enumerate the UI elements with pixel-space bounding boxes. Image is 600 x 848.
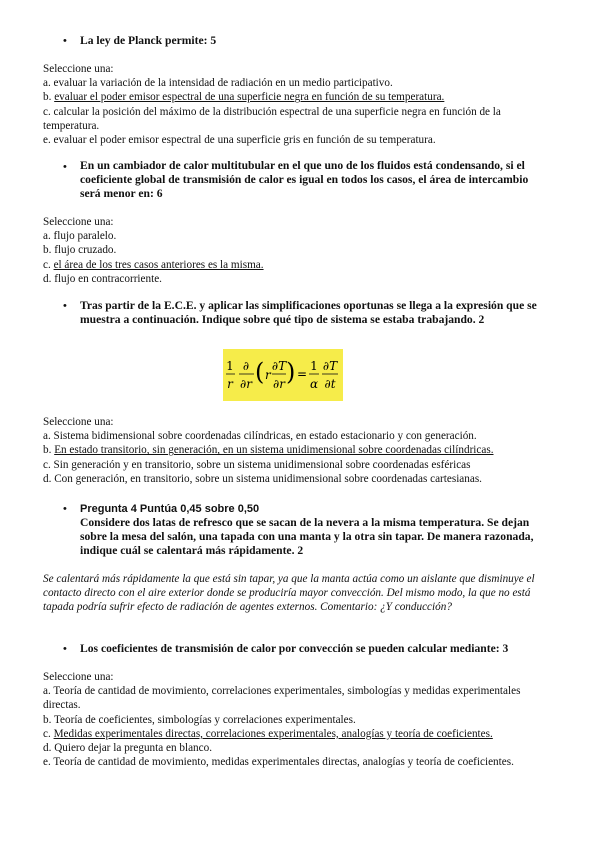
option-c-text: Medidas experimentales directas, correlaciones experimentales, analogías y teoría de coeficientes. xyxy=(53,727,493,740)
bullet: • xyxy=(63,503,67,515)
option-b-letter: b. xyxy=(43,444,55,457)
formula-dr-2: ∂r xyxy=(273,377,285,391)
option-b[interactable] xyxy=(43,90,553,104)
option-e[interactable]: e. evaluar el poder emisor espectral de una superficie gris en función de su temperatura. xyxy=(43,134,436,147)
option-a[interactable]: a. Teoría de cantidad de movimiento, correlaciones experimentales, simbologías y medidas experimentales directas. xyxy=(43,685,521,712)
option-c-letter: c. xyxy=(43,727,54,740)
question-3-options xyxy=(43,415,553,486)
question-5-options xyxy=(43,670,553,769)
bullet: • xyxy=(63,300,67,312)
option-c[interactable]: c. calcular la posición del máximo de la distribución espectral de una superficie negra en función de la temperatura. xyxy=(43,105,501,132)
prompt: Seleccione una: xyxy=(43,416,114,428)
formula-dt: ∂t xyxy=(324,377,336,391)
option-c[interactable]: c. Sin generación y en transitorio, sobre un sistema unidimensional sobre coordenadas esféricas xyxy=(43,458,471,471)
option-c[interactable] xyxy=(43,727,553,741)
question-2-options xyxy=(43,215,553,286)
question-4 xyxy=(80,502,550,558)
prompt: Seleccione una: xyxy=(43,63,114,75)
question-1-title: La ley de Planck permite: 5 xyxy=(80,34,217,47)
prompt: Seleccione una: xyxy=(43,671,114,683)
option-c-letter: c. xyxy=(43,258,54,271)
prompt: Seleccione una: xyxy=(43,216,114,228)
option-b-text: evaluar el poder emisor espectral de una superficie negra en función de su temperatura. xyxy=(54,91,445,104)
option-a[interactable]: a. flujo paralelo. xyxy=(43,230,117,243)
question-4-answer: Se calentará más rápidamente la que está sin tapar, ya que la manta actúa como un aislante que disminuye el contacto directo con el aire exterior donde se produciría mayor convección. Del mismo modo, la que no está tapada podría sufrir efecto de radiación de agentes externos. Comentario: ¿Y conducción? xyxy=(43,573,535,614)
option-d[interactable]: d. flujo en contracorriente. xyxy=(43,272,162,285)
formula-one-2: 1 xyxy=(310,359,318,373)
formula-partial: ∂ xyxy=(242,359,250,373)
formula-alpha: α xyxy=(309,377,319,391)
question-4-header: Pregunta 4 Puntúa 0,45 sobre 0,50 xyxy=(80,503,260,515)
option-b[interactable] xyxy=(43,443,553,457)
option-c-text: el área de los tres casos anteriores es la misma. xyxy=(53,258,264,271)
option-c[interactable] xyxy=(43,258,553,272)
formula-dr: ∂r xyxy=(240,377,252,391)
formula-r: r xyxy=(227,377,233,391)
option-a[interactable]: a. evaluar la variación de la intensidad de radiación en un medio participativo. xyxy=(43,77,393,90)
formula-equals: = xyxy=(296,367,308,381)
option-a[interactable]: a. Sistema bidimensional sobre coordenadas cilíndricas, en estado estacionario y con generación. xyxy=(43,430,477,443)
question-2-title: En un cambiador de calor multitubular en el que uno de los fluidos está condensando, si el coeficiente global de transmisión de calor es igual en todos los casos, el área de intercambio será menor en: 6 xyxy=(80,159,529,200)
formula-dT: ∂T xyxy=(271,359,287,373)
formula-r-inner: r xyxy=(265,368,271,382)
formula-dT-2: ∂T xyxy=(322,359,338,373)
question-4-title: Considere dos latas de refresco que se sacan de la nevera a la misma temperatura. Se dejan sobre la mesa del salón, una tapada con una manta y la otra sin tapar. De manera razonada, indique cuál se calentará más rápidamente. 2 xyxy=(80,516,534,557)
option-b[interactable]: b. flujo cruzado. xyxy=(43,244,117,257)
bullet: • xyxy=(63,643,67,655)
formula-heat-equation xyxy=(223,349,343,401)
option-b-text: En estado transitorio, sin generación, en un sistema unidimensional sobre coordenadas cilíndricas. xyxy=(54,444,494,457)
option-e[interactable]: e. Teoría de cantidad de movimiento, medidas experimentales directas, analogías y teoría de coeficientes. xyxy=(43,756,514,769)
formula-svg xyxy=(223,349,343,401)
option-d[interactable]: d. Con generación, en transitorio, sobre un sistema unidimensional sobre coordenadas cartesianas. xyxy=(43,472,482,485)
bullet: • xyxy=(63,161,67,173)
formula-lparen: ( xyxy=(255,358,265,386)
bullet: • xyxy=(63,35,67,47)
formula-rparen: ) xyxy=(286,358,296,386)
question-1-options xyxy=(43,62,553,147)
question-5-title: Los coeficientes de transmisión de calor por convección se pueden calcular mediante: 3 xyxy=(80,642,509,655)
option-b-letter: b. xyxy=(43,91,55,104)
question-3-title: Tras partir de la E.C.E. y aplicar las simplificaciones oportunas se llega a la expresión que se muestra a continuación. Indique sobre qué tipo de sistema se estaba trabajando. 2 xyxy=(80,299,537,326)
formula-one: 1 xyxy=(226,359,234,373)
option-b[interactable]: b. Teoría de coeficientes, simbologías y correlaciones experimentales. xyxy=(43,713,356,726)
option-d[interactable]: d. Quiero dejar la pregunta en blanco. xyxy=(43,742,212,755)
